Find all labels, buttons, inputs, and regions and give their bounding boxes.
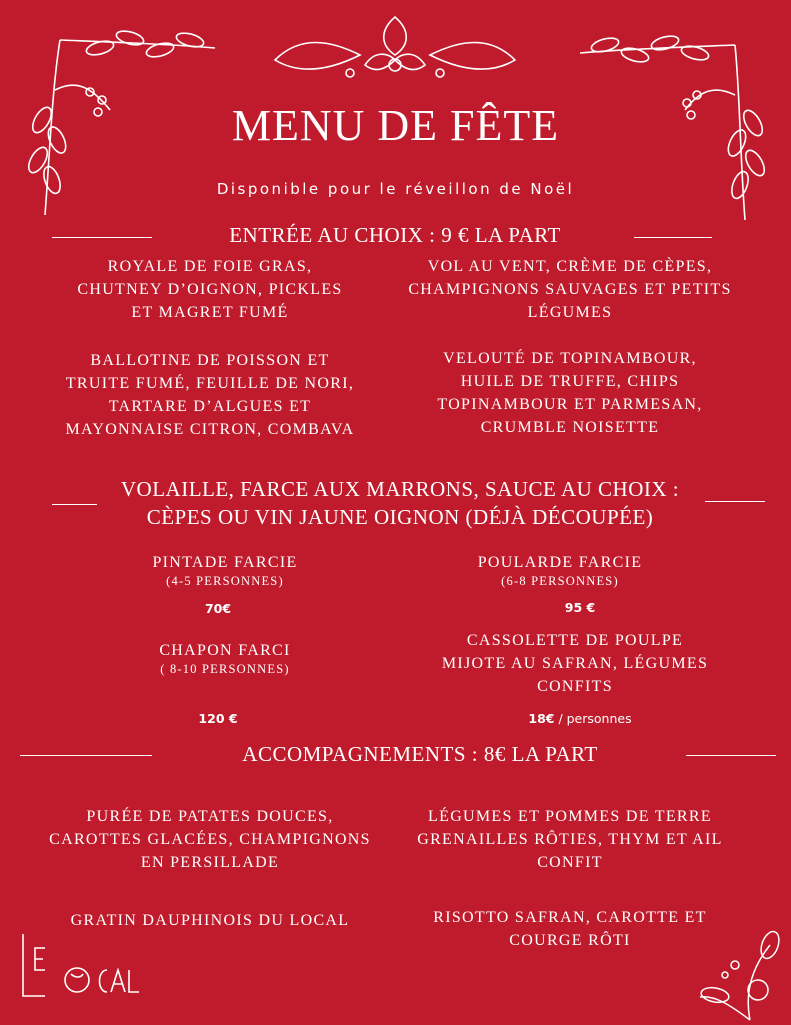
volaille-item-detail: ( 8-10 PERSONNES) [160,662,290,676]
page-subtitle: Disponible pour le réveillon de Noël [216,180,575,198]
entrees-heading: ENTRÉE AU CHOIX : 9 € LA PART [229,223,561,247]
accompagnement-item: LÉGUMES ET POMMES DE TERRE GRENAILLES RÔTIES, THYM ET AIL CONFIT [417,808,723,871]
divider-right [705,501,765,502]
accompagnement-item: PURÉE DE PATATES DOUCES, CAROTTES GLACÉES, CHAMPIGNONS EN PERSILLADE [49,808,371,871]
volaille-heading: CÈPES OU VIN JAUNE OIGNON (DÉJÀ DÉCOUPÉE) [146,505,654,529]
entree-item: BALLOTINE DE POISSON ET TRUITE FUMÉ, FEUILLE DE NORI, TARTARE D’ALGUES ET MAYONNAISE CITRON, COMBAVA [65,352,355,438]
volaille-item-price: 18€ / personnes [528,711,632,726]
entree-item: ROYALE DE FOIE GRAS, CHUTNEY D’OIGNON, PICKLES ET MAGRET FUMÉ [77,258,343,321]
volaille-item-name: POULARDE FARCIE [477,554,643,571]
accompagnements-heading: ACCOMPAGNEMENTS : 8€ LA PART [242,742,598,766]
entree-item: VOL AU VENT, CRÈME DE CÈPES, CHAMPIGNONS SAUVAGES ET PETITS LÉGUMES [408,258,732,321]
le-local-logo [15,930,145,1005]
entree-item: VELOUTÉ DE TOPINAMBOUR, HUILE DE TRUFFE, CHIPS TOPINAMBOUR ET PARMESAN, CRUMBLE NOISETTE [437,350,703,436]
volaille-item-name: CHAPON FARCI [159,642,291,659]
volaille-item-name: CASSOLETTE DE POULPE MIJOTE AU SAFRAN, LÉGUMES CONFITS [441,632,709,695]
volaille-heading: VOLAILLE, FARCE AUX MARRONS, SAUCE AU CHOIX : [120,477,680,501]
volaille-item-price: 120 € [198,711,238,726]
accompagnement-item: GRATIN DAUPHINOIS DU LOCAL [70,912,350,929]
divider-right [634,237,712,238]
volaille-item-detail: (6-8 PERSONNES) [501,574,619,588]
divider-left [52,237,152,238]
volaille-item-detail: (4-5 PERSONNES) [166,574,284,588]
volaille-item-price: 70€ [204,601,232,616]
volaille-item-name: PINTADE FARCIE [152,554,298,571]
holly-ornament-icon [270,15,520,85]
divider-right [686,755,776,756]
page-title: MENU DE FÊTE [231,101,560,150]
divider-left [20,755,152,756]
volaille-item-price: 95 € [564,600,596,615]
accompagnement-item: RISOTTO SAFRAN, CAROTTE ET COURGE RÔTI [433,909,707,949]
